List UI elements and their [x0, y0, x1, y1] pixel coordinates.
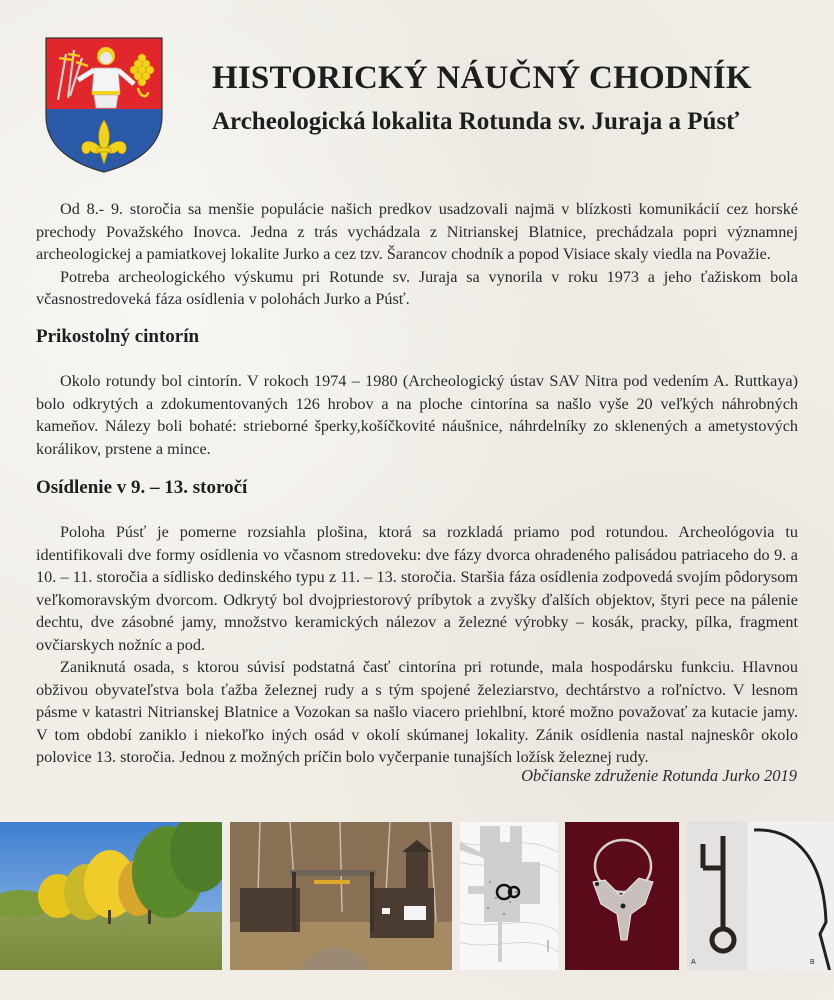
- intro-paragraph: Od 8.- 9. storočia sa menšie populácie našich predkov usadzovali najmä v blízkosti komunikácií cez horské prechody Považského Inovca. Jedna z trás vychádzala z Nitrianskej Blatnice, prechádzala popri významnej archeologickej a pamiatkovej lokalite Jurko a cez tzv. Šarancov chodník a popod Visiace skaly viedla na Považie.: [36, 200, 798, 263]
- photo-strip: [0, 822, 834, 970]
- page-title: HISTORICKÝ NÁUČNÝ CHODNÍK: [212, 60, 752, 96]
- photo-autumn-meadow: [0, 822, 222, 970]
- section-paragraph: Zaniknutá osada, s ktorou súvisí podstatná časť cintorína pri rotunde, mala hospodársku funkciu. Hlavnou obživou obyvateľstva bola ťažba železnej rudy a s tým spojené železiarstvo, dechtárstvo a roľníctvo. V lesnom pásme v katastri Nitrianskej Blatnice a Vozokan sa našlo viacero priehlbní, ktoré možno považovať za kutacie jamy. V tom období zaniklo i niekoľko iných osád v okolí skúmanej lokality. Zánik osídlenia nastal najneskôr okolo polovice 13. storočia. Jednou z možných príčin bolo vyčerpanie tunajších ložísk železnej rudy.: [36, 658, 798, 766]
- photo-iron-buckle: [687, 822, 747, 970]
- coat-of-arms-icon: [44, 36, 164, 174]
- intro-paragraph: Potreba archeologického výskumu pri Rotunde sv. Juraja sa vynorila v roku 1973 a jeho ťažiskom bola včasnostredoveká fáza osídlenia v polohách Jurko a Púsť.: [36, 267, 798, 308]
- artifact-label-a: A: [691, 959, 696, 966]
- header: [0, 0, 834, 180]
- photo-iron-sickle: [748, 822, 834, 970]
- intro-text: [36, 198, 798, 311]
- section-paragraph: Okolo rotundy bol cintorín. V rokoch 1974 – 1980 (Archeologický ústav SAV Nitra pod vedením A. Ruttkaya) bolo odkrytých a zdokumentovaných 126 hrobov a na ploche cintorína sa našlo vyše 20 veľkých náhrobných kameňov. Nálezy boli bohaté: strieborné šperky,košíčkovité náušnice, náhrdelníky zo sklenených a ametystových korálikov, prstene a mince.: [36, 372, 798, 458]
- photo-palisade-gate: [230, 822, 452, 970]
- section-paragraph: Poloha Púsť je pomerne rozsiahla plošina, ktorá sa rozkladá priamo pod rotundou. Archeológovia tu identifikovali dve formy osídlenia vo včasnom stredoveku: dve fázy dvorca ohradeného palisádou patriaceho do 9. a 10. – 11. storočia a sídlisko dedinského typu z 11. – 13. storočia. Staršia fáza osídlenia zodpovedá svojím pôdorysom veľkomoravským dvorcom. Odkrytý bol dvojpriestorový príbytok a zvyšky ďalších objektov, štyri pece na pálenie dechtu, dve zásobné jamy, množstvo keramických nálezov a železné výrobky – kosák, pracky, pílka, fragment ovčiarskych nožníc a pod.: [36, 523, 798, 654]
- signature: Občianske združenie Rotunda Jurko 2019: [521, 766, 797, 785]
- section-cemetery-text: [36, 370, 798, 460]
- photo-site-plan: [460, 822, 558, 970]
- artifact-label-b: B: [810, 959, 815, 966]
- page-subtitle: Archeologická lokalita Rotunda sv. Juraja a Púsť: [212, 108, 740, 135]
- photo-silver-earring: [565, 822, 679, 970]
- section-settlement-text: [36, 521, 798, 769]
- section-heading-settlement: Osídlenie v 9. – 13. storočí: [36, 477, 248, 498]
- section-heading-cemetery: Prikostolný cintorín: [36, 326, 200, 347]
